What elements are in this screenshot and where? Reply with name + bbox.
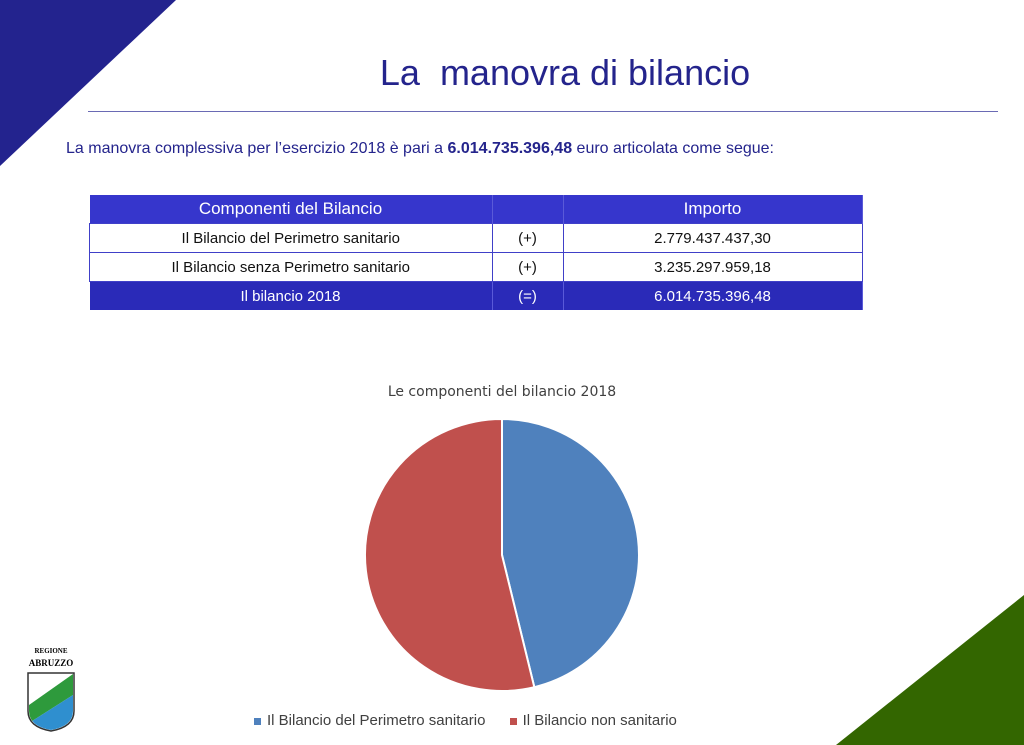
header-importo: Importo [563, 195, 862, 224]
logo-text-abruzzo: ABRUZZO [28, 658, 74, 668]
header-componenti: Componenti del Bilancio [90, 195, 493, 224]
legend-item-non-sanitario [510, 712, 677, 729]
legend-swatch [510, 718, 517, 725]
coat-of-arms-icon [26, 671, 76, 733]
row-label: Il Bilancio del Perimetro sanitario [90, 224, 493, 253]
row-value: 2.779.437.437,30 [563, 224, 862, 253]
chart-legend [254, 712, 774, 729]
total-value: 6.014.735.396,48 [563, 282, 862, 311]
legend-item-sanitario [254, 712, 485, 729]
row-value: 3.235.297.959,18 [563, 253, 862, 282]
intro-prefix: La manovra complessiva per l’esercizio 2018 è pari a [66, 140, 448, 157]
legend-swatch [254, 718, 261, 725]
total-operator: (=) [492, 282, 563, 311]
logo-text-regione: REGIONE [34, 647, 68, 655]
legend-label: Il Bilancio non sanitario [522, 712, 677, 729]
chart-title: Le componenti del bilancio 2018 [387, 384, 617, 400]
row-operator: (+) [492, 253, 563, 282]
page-title: La manovra di bilancio [379, 52, 751, 93]
regione-abruzzo-logo [24, 647, 78, 735]
intro-suffix: euro articolata come segue: [572, 140, 774, 157]
intro-amount: 6.014.735.396,48 [447, 140, 573, 157]
row-label: Il Bilancio senza Perimetro sanitario [90, 253, 493, 282]
legend-label: Il Bilancio del Perimetro sanitario [267, 712, 486, 729]
total-label: Il bilancio 2018 [90, 282, 493, 311]
row-operator: (+) [492, 224, 563, 253]
